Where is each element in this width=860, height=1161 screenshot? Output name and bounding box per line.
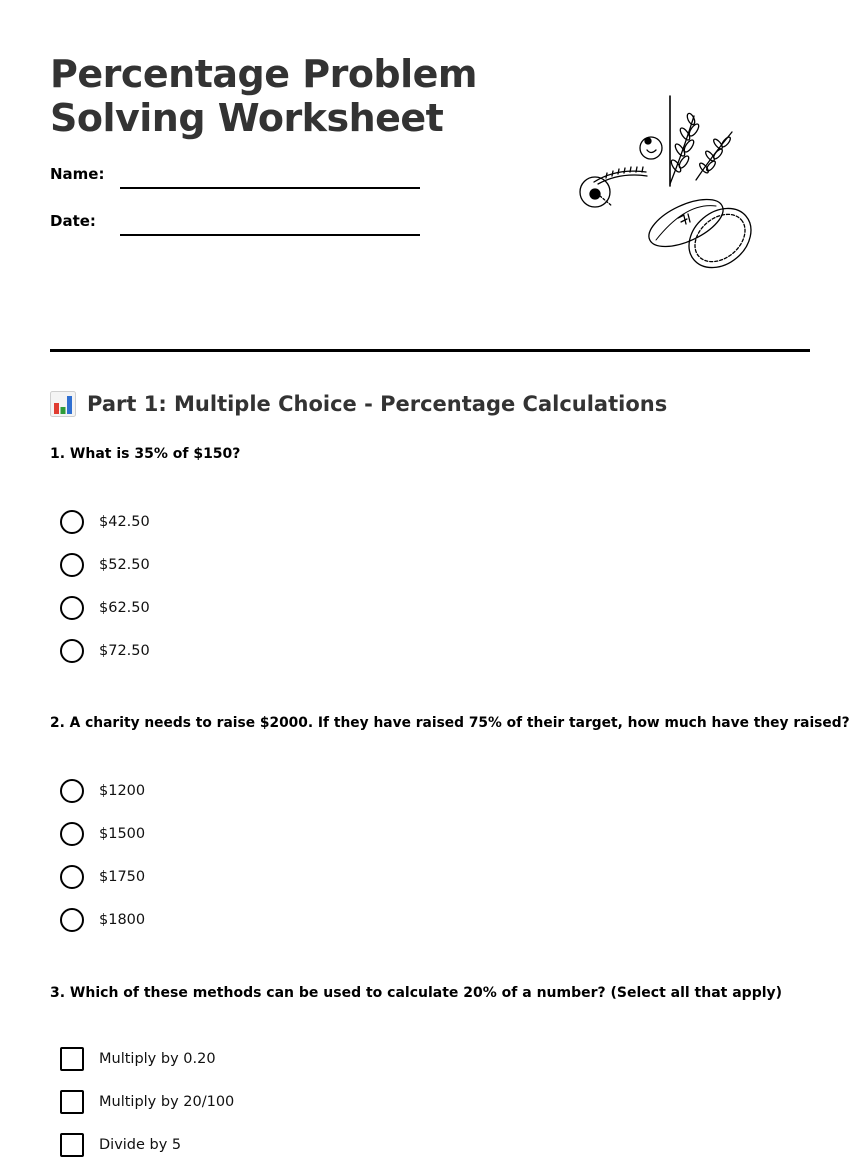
- name-label: Name:: [50, 165, 105, 183]
- date-input-line[interactable]: [120, 234, 420, 236]
- radio-button[interactable]: [60, 596, 84, 620]
- q1-option-a[interactable]: [60, 509, 150, 535]
- section-title-text: Part 1: Multiple Choice - Percentage Calculations: [87, 392, 668, 416]
- bar-chart-icon: [50, 391, 76, 417]
- section-divider: [50, 349, 810, 352]
- option-label: $52.50: [99, 557, 150, 573]
- q2-option-d[interactable]: [60, 907, 145, 933]
- option-label: $42.50: [99, 514, 150, 530]
- q3-option-c[interactable]: [60, 1132, 181, 1158]
- radio-button[interactable]: [60, 553, 84, 577]
- option-label: Multiply by 0.20: [99, 1051, 216, 1067]
- radio-button[interactable]: [60, 865, 84, 889]
- question-1: 1. What is 35% of $150?: [50, 446, 241, 462]
- checkbox[interactable]: [60, 1047, 84, 1071]
- option-label: $62.50: [99, 600, 150, 616]
- name-field[interactable]: [50, 165, 420, 195]
- checkbox[interactable]: [60, 1090, 84, 1114]
- radio-button[interactable]: [60, 779, 84, 803]
- radio-button[interactable]: [60, 510, 84, 534]
- checkbox[interactable]: [60, 1133, 84, 1157]
- date-field[interactable]: [50, 212, 420, 242]
- q1-option-b[interactable]: [60, 552, 150, 578]
- worksheet-title: [50, 52, 477, 140]
- sports-and-nature-doodle-icon: [570, 92, 760, 274]
- q2-option-c[interactable]: [60, 864, 145, 890]
- radio-button[interactable]: [60, 639, 84, 663]
- name-input-line[interactable]: [120, 187, 420, 189]
- question-2: 2. A charity needs to raise $2000. If they have raised 75% of their target, how much have they raised?: [50, 715, 850, 731]
- q3-option-b[interactable]: [60, 1089, 234, 1115]
- q2-option-a[interactable]: [60, 778, 145, 804]
- title-line-2: Solving Worksheet: [50, 96, 444, 140]
- q1-option-d[interactable]: [60, 638, 150, 664]
- date-label: Date:: [50, 212, 96, 230]
- radio-button[interactable]: [60, 822, 84, 846]
- option-label: $1750: [99, 869, 146, 885]
- q3-option-a[interactable]: [60, 1046, 216, 1072]
- question-3: 3. Which of these methods can be used to calculate 20% of a number? (Select all that apply): [50, 985, 783, 1001]
- q1-option-c[interactable]: [60, 595, 150, 621]
- title-line-1: Percentage Problem: [50, 52, 478, 96]
- option-label: $1200: [99, 783, 146, 799]
- radio-button[interactable]: [60, 908, 84, 932]
- q2-option-b[interactable]: [60, 821, 145, 847]
- section-title: [50, 389, 667, 419]
- option-label: $1800: [99, 912, 146, 928]
- option-label: $1500: [99, 826, 146, 842]
- option-label: Divide by 5: [99, 1137, 182, 1153]
- option-label: $72.50: [99, 643, 150, 659]
- option-label: Multiply by 20/100: [99, 1094, 235, 1110]
